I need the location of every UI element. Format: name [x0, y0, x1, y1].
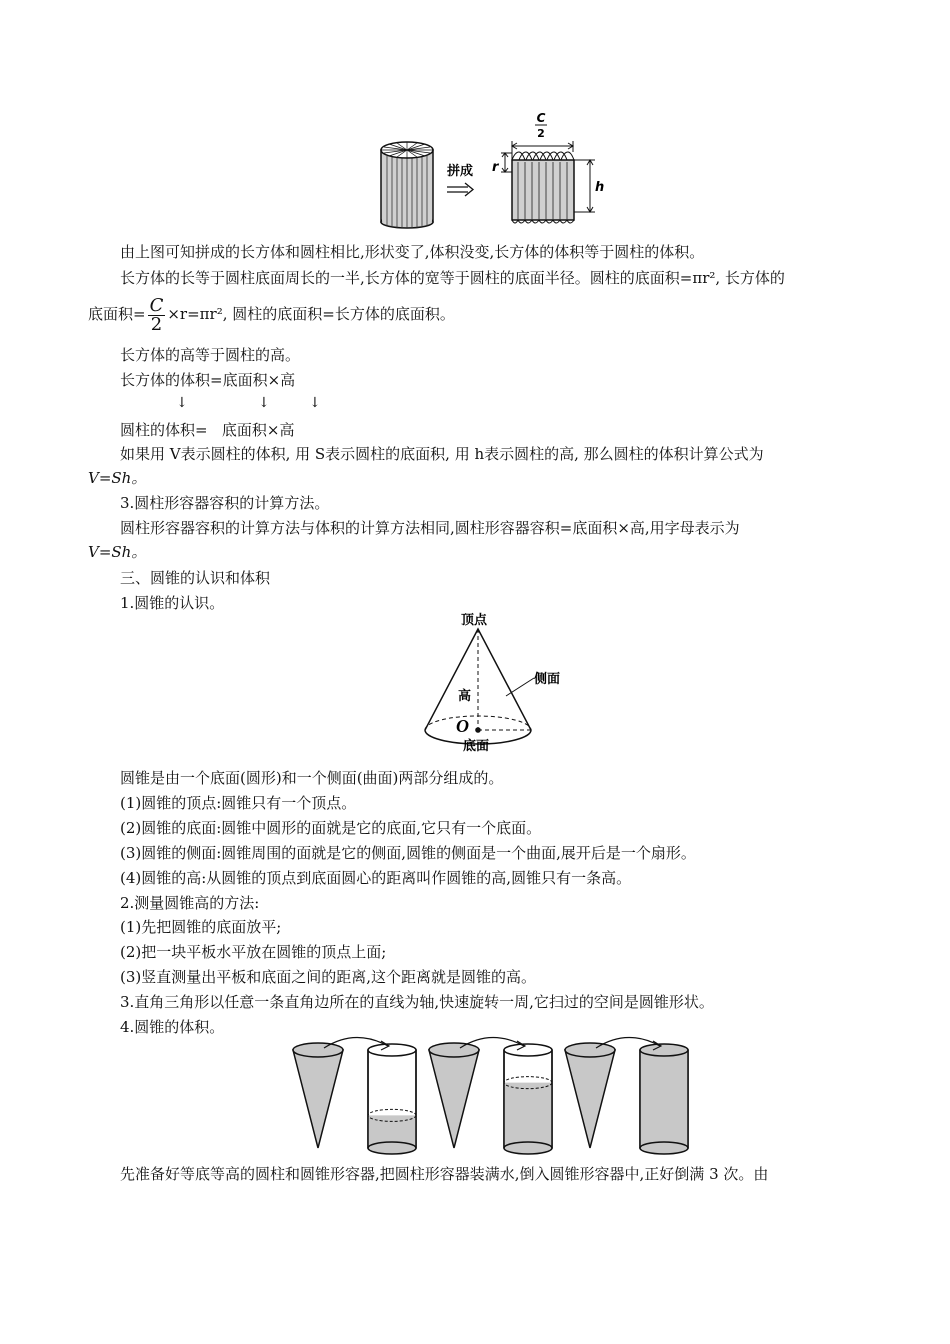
part-3-title: 三、圆锥的认识和体积 — [120, 569, 271, 587]
paragraph-4-line-2: V=Sh。 — [88, 469, 147, 487]
height-label: 高 — [458, 689, 472, 704]
cylinder-base — [368, 1142, 416, 1154]
cylinder-base — [640, 1142, 688, 1154]
formula-cylinder: 圆柱的体积= 底面积×高 — [120, 421, 295, 439]
cylinder-shape — [381, 142, 433, 228]
measure-item: (3)竖直测量出平板和底面之间的距离,这个距离就是圆锥的高。 — [120, 968, 537, 986]
cylinder-rim — [368, 1044, 416, 1056]
fraction-denominator: 2 — [150, 313, 163, 335]
h-label: h — [595, 180, 605, 195]
cone-item: (1)圆锥的顶点:圆锥只有一个顶点。 — [120, 794, 357, 812]
cylinder-to-cuboid-figure — [375, 110, 605, 230]
c-over-2-fraction — [148, 294, 166, 335]
cuboid-shape — [512, 152, 574, 223]
dim-2-label: 2 — [537, 127, 545, 140]
side-label: 侧面 — [534, 672, 561, 687]
down-arrow-icon: ↓ — [309, 395, 321, 411]
cone-container — [565, 1050, 615, 1148]
base-area-prefix: 底面积= — [88, 305, 146, 323]
cone-item: (4)圆锥的高:从圆锥的顶点到底面圆心的距离叫作圆锥的高,圆锥只有一条高。 — [120, 869, 632, 887]
merge-label: 拼成 — [447, 164, 474, 179]
merge-arrow-icon — [447, 183, 473, 196]
r-label: r — [492, 160, 499, 175]
cone-shape — [425, 629, 531, 744]
cone-rim — [429, 1043, 479, 1057]
paragraph-3: 长方体的高等于圆柱的高。 — [120, 346, 301, 364]
apex-label: 顶点 — [461, 613, 488, 628]
fraction-numerator: C — [149, 294, 164, 316]
dim-c-label: C — [536, 111, 546, 125]
volume-title: 4.圆锥的体积。 — [120, 1018, 225, 1036]
section-3-title: 3.圆柱形容器容积的计算方法。 — [120, 494, 330, 512]
base-area-suffix: ×r=πr², 圆柱的底面积=长方体的底面积。 — [167, 305, 455, 323]
center-label: O — [456, 716, 469, 736]
down-arrow-icon: ↓ — [176, 395, 188, 411]
rotation-text: 3.直角三角形以任意一条直角边所在的直线为轴,快速旋转一周,它扫过的空间是圆锥形状。 — [120, 993, 714, 1011]
cone-rim — [293, 1043, 343, 1057]
cone-description: 圆锥是由一个底面(圆形)和一个侧面(曲面)两部分组成的。 — [120, 769, 504, 787]
cone-anatomy-figure — [415, 608, 575, 756]
cone-section-1-title: 1.圆锥的认识。 — [120, 594, 225, 612]
paragraph-5-line-2: V=Sh。 — [88, 543, 147, 561]
formula-cuboid: 长方体的体积=底面积×高 — [120, 371, 296, 389]
paragraph-2-line-2 — [88, 294, 455, 334]
cone-rim — [565, 1043, 615, 1057]
cylinder-base — [504, 1142, 552, 1154]
base-label: 底面 — [463, 739, 490, 754]
paragraph-1: 由上图可知拼成的长方体和圆柱相比,形状变了,体积没变,长方体的体积等于圆柱的体积。 — [120, 243, 705, 261]
last-paragraph-line: 先准备好等底等高的圆柱和圆锥形容器,把圆柱形容器装满水,倒入圆锥形容器中,正好倒满 3 次。由 — [120, 1165, 769, 1183]
paragraph-2-line-1: 长方体的长等于圆柱底面周长的一半,长方体的宽等于圆柱的底面半径。圆柱的底面积=πr², 长方体的 — [120, 269, 785, 287]
paragraph-4-line-1: 如果用 V表示圆柱的体积, 用 S表示圆柱的底面积, 用 h表示圆柱的高, 那么圆柱的体积计算公式为 — [120, 445, 764, 463]
cylinder-rim — [504, 1044, 552, 1056]
cone-item: (3)圆锥的侧面:圆锥周围的面就是它的侧面,圆锥的侧面是一个曲面,展开后是一个扇形。 — [120, 844, 696, 862]
water-fill — [640, 1050, 688, 1148]
cone-item: (2)圆锥的底面:圆锥中圆形的面就是它的底面,它只有一个底面。 — [120, 819, 542, 837]
cone-container — [429, 1050, 479, 1148]
measure-item: (1)先把圆锥的底面放平; — [120, 918, 282, 936]
measure-item: (2)把一块平板水平放在圆锥的顶点上面; — [120, 943, 387, 961]
measure-title: 2.测量圆锥高的方法: — [120, 894, 260, 912]
paragraph-5-line-1: 圆柱形容器容积的计算方法与体积的计算方法相同,圆柱形容器容积=底面积×高,用字母表示为 — [120, 519, 740, 537]
cylinder-rim — [640, 1044, 688, 1056]
cone-container — [293, 1050, 343, 1148]
water-fill — [504, 1083, 552, 1148]
cone-pour-figure — [290, 1036, 690, 1156]
down-arrow-icon: ↓ — [258, 395, 270, 411]
